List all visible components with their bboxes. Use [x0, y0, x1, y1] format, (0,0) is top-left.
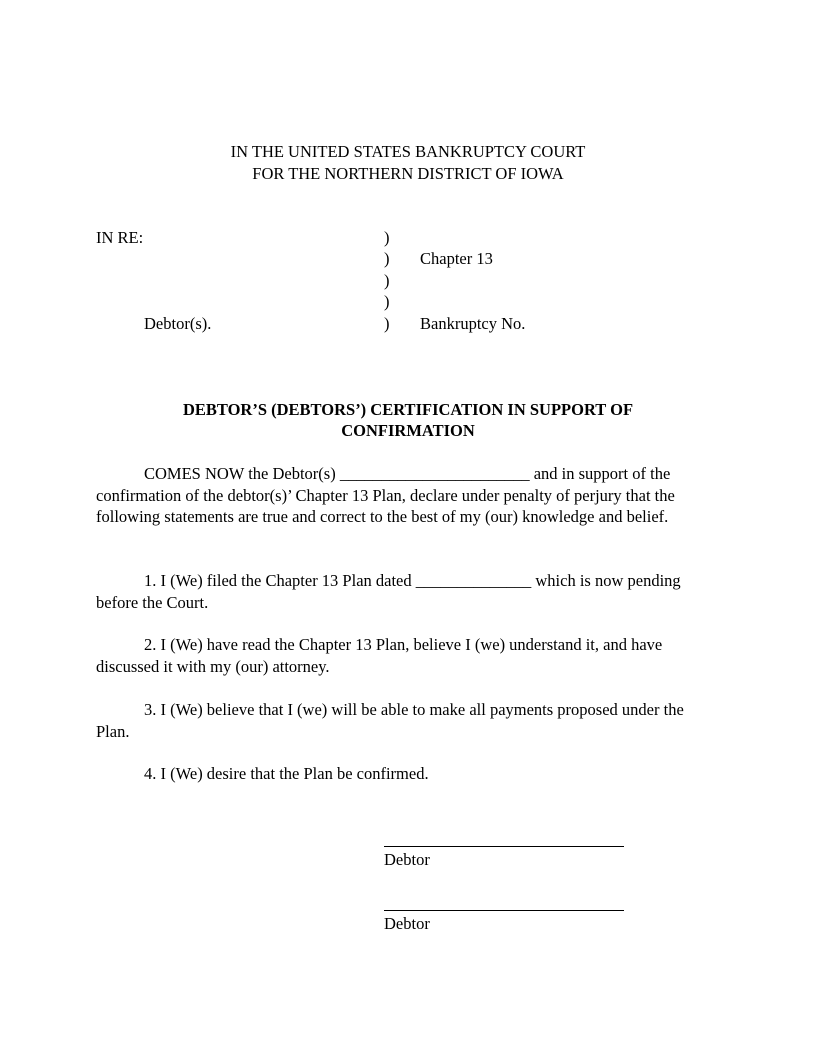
- statement-item: 3. I (We) believe that I (we) will be able to make all payments proposed under the Plan.: [96, 700, 684, 741]
- signature-line: [384, 910, 624, 911]
- in-re-label: IN RE:: [96, 228, 144, 247]
- document-title: DEBTOR’S (DEBTORS’) CERTIFICATION IN SUPPORT OF: [182, 400, 634, 419]
- document-title-cont: CONFIRMATION: [341, 421, 475, 440]
- caption-paren: ): [384, 292, 390, 311]
- caption-paren: ): [384, 314, 390, 333]
- intro-paragraph: COMES NOW the Debtor(s) _______________________ and in support of the confirmation of the debtor(s)’ Chapter 13 Plan, declare under penalty of perjury that the following statements are true and correct to the best of my (our) knowledge and belief.: [96, 464, 675, 526]
- signature-line: [384, 846, 624, 847]
- court-name: IN THE UNITED STATES BANKRUPTCY COURT: [230, 142, 586, 161]
- signature-label: Debtor: [384, 914, 430, 933]
- caption-paren: ): [384, 249, 390, 268]
- court-district: FOR THE NORTHERN DISTRICT OF IOWA: [252, 164, 564, 183]
- chapter-label: Chapter 13: [420, 249, 493, 268]
- caption-paren: ): [384, 228, 390, 247]
- caption-paren: ): [384, 271, 390, 290]
- debtors-label: Debtor(s).: [144, 314, 212, 333]
- statement-item: 1. I (We) filed the Chapter 13 Plan dated ______________ which is now pending before the Court.: [96, 571, 681, 612]
- statement-item: 4. I (We) desire that the Plan be confirmed.: [144, 764, 429, 783]
- bankruptcy-no-label: Bankruptcy No.: [420, 314, 526, 333]
- statement-item: 2. I (We) have read the Chapter 13 Plan, believe I (we) understand it, and have discussed it with my (our) attorney.: [96, 635, 663, 676]
- signature-label: Debtor: [384, 850, 430, 869]
